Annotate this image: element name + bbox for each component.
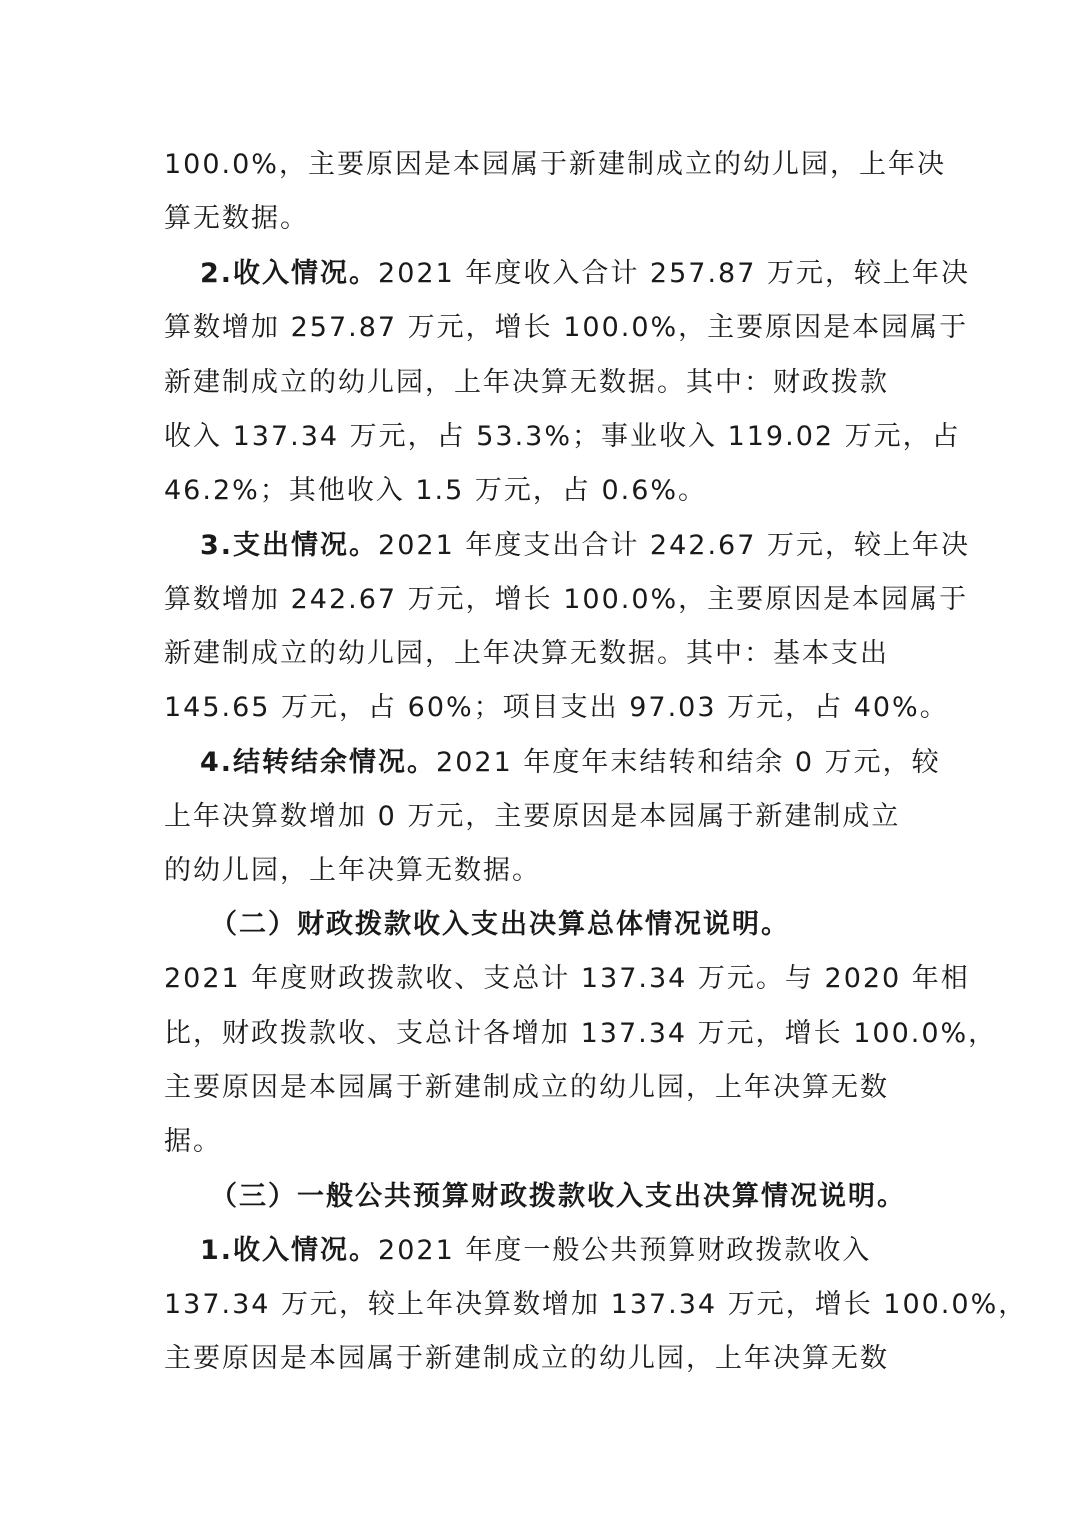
text-line [164,1288,1027,1322]
line-text: 100.0%，主要原因是本园属于新建制成立的幼儿园，上年决 [164,149,946,180]
line-text: 算无数据。 [164,203,309,234]
text-line [164,1017,997,1051]
section-heading-text: （二）财政拨款收入支出决算总体情况说明。 [210,909,790,940]
text-line [164,1125,222,1159]
line-text: 2021 年度年末结转和结余 0 万元，较 [436,747,941,778]
text-line [164,854,541,888]
line-text: 比，财政拨款收、支总计各增加 137.34 万元，增长 100.0%， [164,1018,998,1049]
paragraph-heading-line [200,746,941,780]
line-text: 新建制成立的幼儿园，上年决算无数据。其中：基本支出 [164,638,889,669]
paragraph-heading: 4.结转结余情况。 [200,747,437,778]
text-line [164,148,946,182]
text-line [164,474,707,508]
text-line [164,202,309,236]
paragraph-heading-line [200,1234,871,1268]
text-line [164,962,970,996]
line-text: 145.65 万元，占 60%；项目支出 97.03 万元，占 40%。 [164,692,949,723]
text-line [164,691,949,725]
line-text: 2021 年度一般公共预算财政拨款收入 [378,1235,872,1266]
text-line [164,311,968,345]
line-text: 主要原因是本园属于新建制成立的幼儿园，上年决算无数 [164,1072,889,1103]
text-line [164,1071,889,1105]
line-text: 46.2%；其他收入 1.5 万元，占 0.6%。 [164,475,708,506]
paragraph-heading: 2.收入情况。 [200,258,379,289]
section-heading [210,908,790,942]
section-heading [210,1180,906,1214]
line-text: 2021 年度收入合计 257.87 万元，较上年决 [378,258,970,289]
line-text: 收入 137.34 万元，占 53.3%；事业收入 119.02 万元，占 [164,421,961,452]
text-line [164,583,968,617]
text-line [164,1342,889,1376]
line-text: 137.34 万元，较上年决算数增加 137.34 万元，增长 100.0%， [164,1289,1028,1320]
line-text: 据。 [164,1126,222,1157]
line-text: 2021 年度财政拨款收、支总计 137.34 万元。与 2020 年相 [164,963,970,994]
text-line [164,366,889,400]
line-text: 新建制成立的幼儿园，上年决算无数据。其中：财政拨款 [164,367,889,398]
text-line [164,420,961,454]
line-text: 算数增加 242.67 万元，增长 100.0%，主要原因是本园属于 [164,584,969,615]
paragraph-heading-line [200,529,970,563]
text-line [164,800,900,834]
line-text: 上年决算数增加 0 万元，主要原因是本园属于新建制成立 [164,801,901,832]
line-text: 算数增加 257.87 万元，增长 100.0%，主要原因是本园属于 [164,312,969,343]
paragraph-heading: 1.收入情况。 [200,1235,379,1266]
line-text: 2021 年度支出合计 242.67 万元，较上年决 [378,530,970,561]
line-text: 主要原因是本园属于新建制成立的幼儿园，上年决算无数 [164,1343,889,1374]
paragraph-heading-line [200,257,970,291]
line-text: 的幼儿园，上年决算无数据。 [164,855,541,886]
paragraph-heading: 3.支出情况。 [200,530,379,561]
text-line [164,637,889,671]
section-heading-text: （三）一般公共预算财政拨款收入支出决算情况说明。 [210,1181,906,1212]
